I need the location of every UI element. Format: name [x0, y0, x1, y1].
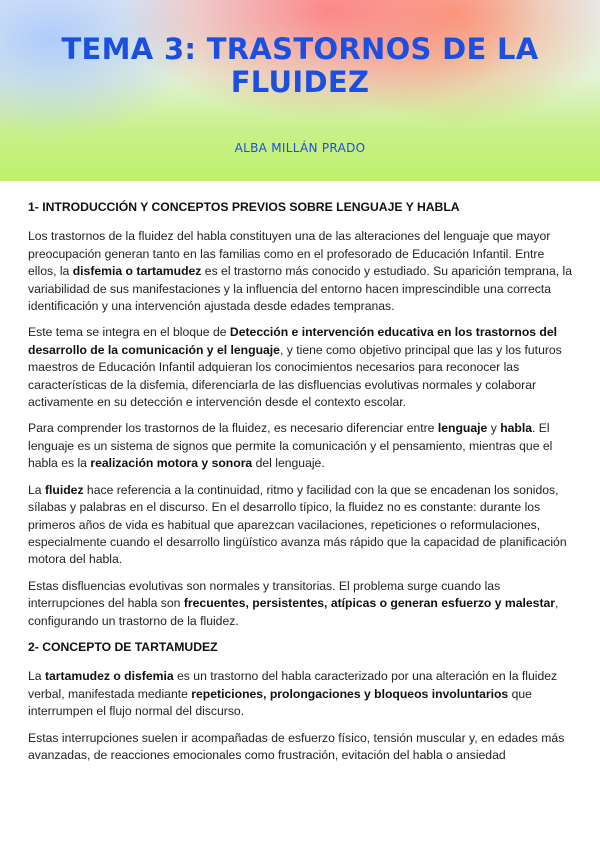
text-run: Este tema se integra en el bloque de — [28, 325, 230, 340]
text-run: Para comprender los trastornos de la fluidez, es necesario diferenciar entre — [28, 421, 438, 436]
document-author: ALBA MILLÁN PRADO — [234, 141, 366, 155]
document-title: TEMA 3: TRASTORNOS DE LA FLUIDEZ — [61, 32, 539, 99]
text-run: hace referencia a la continuidad, ritmo y facilidad con la que se encadenan los sonidos, sílabas y palabras en el discurso. En el desarrollo típico, la fluidez no es constante: durante los primeros años de vida es habitual que aparezcan vacilaciones, repeticiones o reformulaciones, especialmente cuando el desarrollo lingüístico avanza más rápido que la capacidad de planificación motora del habla. — [28, 482, 567, 567]
section-1-heading: 1- INTRODUCCIÓN Y CONCEPTOS PREVIOS SOBRE LENGUAJE Y HABLA — [28, 200, 460, 214]
bold-term: disfemia o tartamudez — [72, 264, 202, 279]
bold-term: repeticiones, prolongaciones y bloqueos involuntarios — [191, 686, 509, 701]
bold-term: lenguaje — [437, 421, 488, 436]
text-run: y — [487, 421, 501, 436]
section-1-paragraph-3 — [28, 420, 574, 472]
section-2-paragraph-1 — [28, 668, 574, 720]
text-run: que interrumpen el flujo normal del discurso. — [28, 686, 532, 719]
text-run: La — [28, 669, 45, 684]
section-2-paragraph-2 — [28, 730, 574, 765]
text-run: La — [28, 482, 45, 497]
bold-term: habla — [500, 421, 533, 436]
text-run: es el trastorno más conocido y estudiado. Su aparición temprana, la variabilidad de sus manifestaciones y la influencia del entorno hacen imprescindible una correcta identificación y una intervención ajustada desde edades tempranas. — [28, 264, 572, 314]
document-body — [28, 199, 574, 773]
bold-term: Detección e intervención educativa en los trastornos del desarrollo de la comunicación y el lenguaje — [28, 325, 558, 357]
text-run: , y tiene como objetivo principal que las y los futuros maestros de Educación Infantil adquieran los conocimientos necesarios para reconocer las características de la disfemia, diferenciarla de las disfluencias evolutivas normales y colaborar activamente en su detección e intervención desde el contexto escolar. — [28, 342, 562, 410]
text-run: del lenguaje. — [252, 456, 325, 471]
section-2-heading: 2- CONCEPTO DE TARTAMUDEZ — [28, 639, 218, 654]
text-run: Estas interrupciones suelen ir acompañadas de esfuerzo físico, tensión muscular y, en edades más avanzadas, de reacciones emocionales como frustración, evitación del habla o ansiedad — [28, 730, 565, 762]
section-1-paragraph-2 — [28, 324, 574, 411]
section-1-paragraph-1 — [28, 228, 574, 315]
bold-term: frecuentes, persistentes, atípicas o generan esfuerzo y malestar — [183, 596, 556, 611]
text-run: Los trastornos de la fluidez del habla constituyen una de las alteraciones del lenguaje que mayor preocupación generan tanto en las familias como en el profesorado de Educación Infantil. Entre ellos, la — [28, 229, 551, 279]
text-run: , configurando un trastorno de la fluidez. — [28, 596, 559, 628]
section-1-paragraph-5 — [28, 578, 574, 630]
bold-term: realización motora y sonora — [90, 456, 253, 471]
bold-term: fluidez — [44, 482, 84, 497]
text-run: . El lenguaje es un sistema de signos que permite la comunicación y el pensamiento, mientras que el habla es la — [28, 421, 553, 471]
document-header — [0, 0, 600, 181]
text-run: Estas disfluencias evolutivas son normales y transitorias. El problema surge cuando las interrupciones del habla son — [28, 578, 501, 611]
bold-term: tartamudez o disfemia — [44, 669, 174, 684]
section-1-paragraph-4 — [28, 482, 574, 569]
text-run: es un trastorno del habla caracterizado por una alteración en la fluidez verbal, manifestada mediante — [28, 669, 558, 701]
